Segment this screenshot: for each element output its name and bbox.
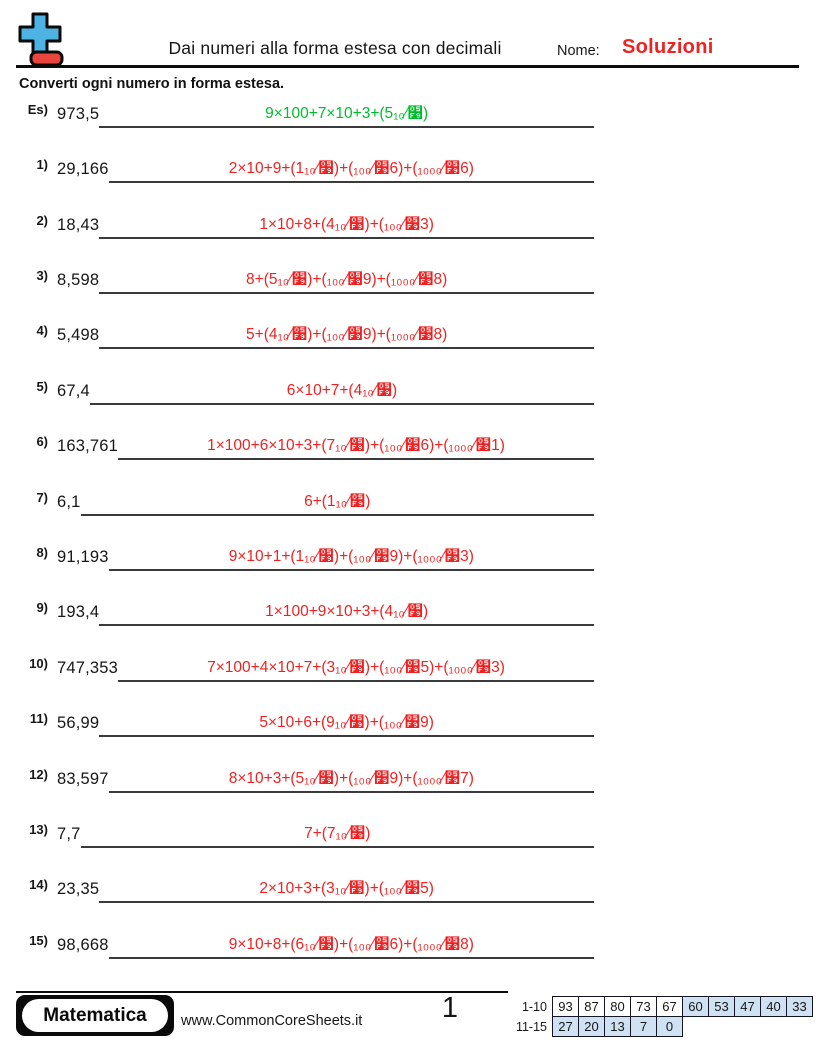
- problem-label: 8): [36, 545, 48, 561]
- score-cell: 27: [553, 1017, 579, 1037]
- score-row-label: 1-10: [521, 999, 547, 1014]
- answer-line: [109, 931, 594, 959]
- problem-number: 193,4: [57, 603, 100, 622]
- brand-badge: [16, 995, 174, 1036]
- problem-row: [0, 903, 816, 958]
- name-label: Nome:: [557, 43, 600, 59]
- problem-answer: 1×10+8+(4׹⁄₁₀)+(3׹⁄₁₀₀): [259, 215, 434, 233]
- score-cell: 0: [657, 1017, 683, 1037]
- problems-list: [0, 73, 816, 959]
- answer-line: [81, 820, 594, 848]
- header-rule: [16, 65, 799, 68]
- problem-label: Es): [27, 101, 48, 117]
- problem-number: 8,598: [57, 271, 100, 290]
- answer-line: [90, 377, 594, 405]
- problem-row: [0, 239, 816, 294]
- answer-line: [109, 155, 594, 183]
- problem-row: [0, 516, 816, 571]
- answer-line: [99, 211, 594, 239]
- problem-number: 6,1: [57, 492, 81, 511]
- page-number: 1: [441, 992, 459, 1024]
- problem-row: [0, 128, 816, 183]
- problem-number: 973,5: [57, 104, 100, 123]
- problem-label: 15): [29, 932, 48, 948]
- score-cell: 73: [631, 997, 657, 1017]
- name-value-solutions: Soluzioni: [622, 36, 714, 58]
- answer-line: [81, 488, 594, 516]
- problem-row: [0, 571, 816, 626]
- problem-number: 5,498: [57, 326, 100, 345]
- problem-answer: 6+(1׹⁄₁₀): [304, 492, 371, 510]
- problem-answer: 7+(7׹⁄₁₀): [304, 824, 371, 842]
- answer-line: [99, 266, 594, 294]
- answer-line: [99, 321, 594, 349]
- score-cell: 60: [683, 997, 709, 1017]
- problem-answer: 8×10+3+(5׹⁄₁₀)+(9׹⁄₁₀₀)+(7׹⁄₁₀₀₀): [228, 769, 474, 787]
- problem-row: [0, 73, 816, 128]
- problem-label: 9): [36, 600, 48, 616]
- answer-line: [99, 100, 594, 128]
- instructions-text: Converti ogni numero in forma estesa.: [19, 76, 285, 92]
- problem-answer: 9×10+8+(6׹⁄₁₀)+(6׹⁄₁₀₀)+(8׹⁄₁₀₀₀): [228, 935, 474, 953]
- problem-answer: 2×10+9+(1׹⁄₁₀)+(6׹⁄₁₀₀)+(6׹⁄₁₀₀₀): [228, 160, 474, 178]
- answer-line: [109, 543, 594, 571]
- problem-answer: 1×100+9×10+3+(4׹⁄₁₀): [265, 603, 429, 621]
- score-cell: 93: [553, 997, 579, 1017]
- answer-line: [118, 432, 594, 460]
- problem-number: 18,43: [57, 215, 100, 234]
- website-text: www.CommonCoreSheets.it: [181, 1013, 363, 1029]
- problem-row: [0, 460, 816, 515]
- problem-label: 3): [36, 268, 48, 284]
- problem-answer: 6×10+7+(4׹⁄₁₀): [286, 381, 398, 399]
- score-cell: 80: [605, 997, 631, 1017]
- brand-label: Matematica: [22, 999, 168, 1032]
- problem-row: [0, 349, 816, 404]
- problem-answer: 9×10+1+(1׹⁄₁₀)+(9׹⁄₁₀₀)+(3׹⁄₁₀₀₀): [228, 548, 474, 566]
- problem-row: [0, 682, 816, 737]
- problem-answer: 8+(5׹⁄₁₀)+(9׹⁄₁₀₀)+(8׹⁄₁₀₀₀): [246, 271, 448, 289]
- problem-label: 5): [36, 378, 48, 394]
- score-cell: 87: [579, 997, 605, 1017]
- problem-number: 23,35: [57, 880, 100, 899]
- problem-number: 7,7: [57, 824, 81, 843]
- problem-row: [0, 848, 816, 903]
- answer-line: [109, 765, 594, 793]
- problem-number: 163,761: [57, 437, 119, 456]
- problem-row: [0, 793, 816, 848]
- score-cell: 67: [657, 997, 683, 1017]
- problem-number: 29,166: [57, 160, 109, 179]
- page-title: Dai numeri alla forma estesa con decimali: [168, 38, 502, 58]
- problem-answer: 1×100+6×10+3+(7׹⁄₁₀)+(6׹⁄₁₀₀)+(1׹⁄₁₀₀₀): [207, 437, 505, 455]
- problem-row: [0, 626, 816, 681]
- problem-label: 1): [36, 157, 48, 173]
- problem-number: 56,99: [57, 714, 100, 733]
- problem-answer: 2×10+3+(3׹⁄₁₀)+(5׹⁄₁₀₀): [259, 880, 434, 898]
- problem-label: 6): [36, 434, 48, 450]
- problem-row: [0, 405, 816, 460]
- problem-row: [0, 294, 816, 349]
- score-cell: 40: [761, 997, 787, 1017]
- score-cell: 33: [787, 997, 813, 1017]
- score-cell: 47: [735, 997, 761, 1017]
- problem-label: 14): [29, 877, 48, 893]
- problem-number: 747,353: [57, 658, 119, 677]
- problem-label: 11): [29, 711, 48, 727]
- problem-label: 10): [29, 655, 48, 671]
- problem-row: [0, 183, 816, 238]
- problem-label: 7): [36, 489, 48, 505]
- problem-label: 12): [29, 766, 48, 782]
- problem-answer: 9×100+7×10+3+(5׹⁄₁₀): [265, 104, 429, 122]
- problem-number: 67,4: [57, 381, 90, 400]
- problem-number: 91,193: [57, 548, 109, 567]
- problem-answer: 5×10+6+(9׹⁄₁₀)+(9׹⁄₁₀₀): [259, 714, 434, 732]
- score-table: [516, 996, 813, 1037]
- plus-minus-logo-icon: [16, 11, 66, 67]
- answer-line: [99, 709, 594, 737]
- score-row-label: 11-15: [515, 1019, 547, 1034]
- score-cell: 53: [709, 997, 735, 1017]
- answer-line: [99, 598, 594, 626]
- score-cell: 13: [605, 1017, 631, 1037]
- answer-line: [99, 875, 594, 903]
- answer-line: [118, 654, 594, 682]
- problem-label: 13): [29, 821, 48, 837]
- score-cell: 20: [579, 1017, 605, 1037]
- problem-label: 2): [36, 212, 48, 228]
- score-table-row: [516, 1017, 813, 1037]
- problem-number: 98,668: [57, 935, 109, 954]
- problem-row: [0, 737, 816, 792]
- problem-number: 83,597: [57, 769, 109, 788]
- score-table-row: [516, 997, 813, 1017]
- score-cell: 7: [631, 1017, 657, 1037]
- problem-answer: 7×100+4×10+7+(3׹⁄₁₀)+(5׹⁄₁₀₀)+(3׹⁄₁₀₀₀): [207, 658, 505, 676]
- problem-label: 4): [36, 323, 48, 339]
- problem-answer: 5+(4׹⁄₁₀)+(9׹⁄₁₀₀)+(8׹⁄₁₀₀₀): [246, 326, 448, 344]
